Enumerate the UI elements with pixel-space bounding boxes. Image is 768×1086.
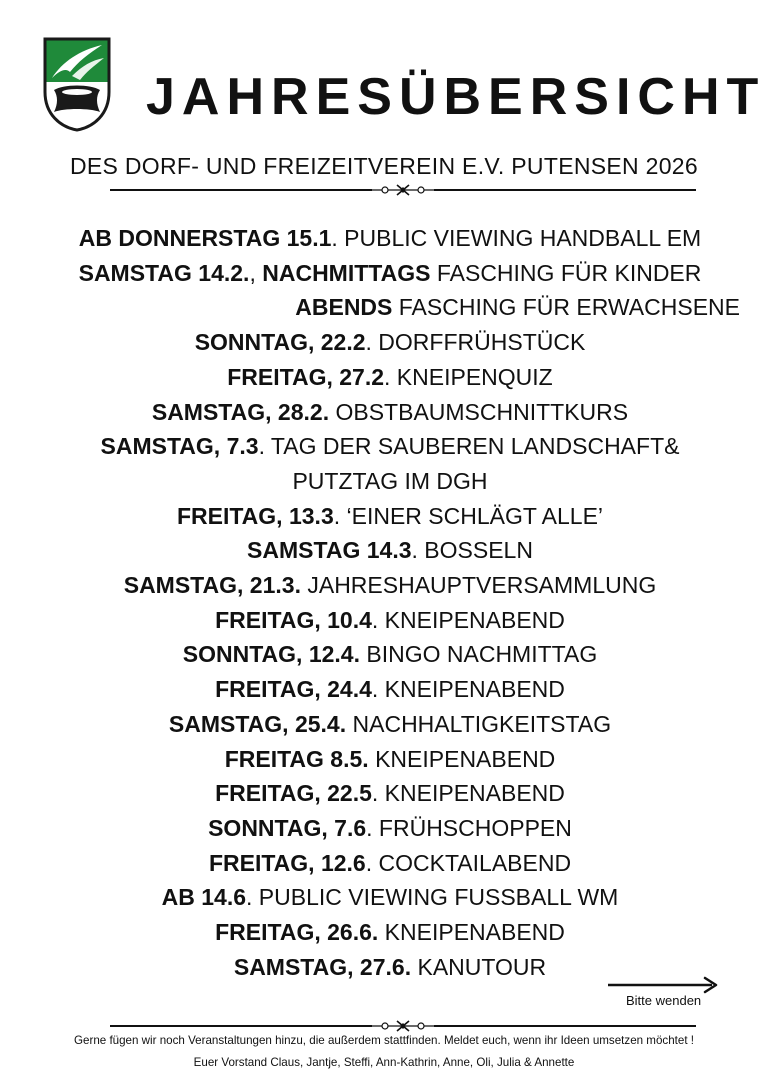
page-subtitle: DES DORF- UND FREIZEITVEREIN E.V. PUTENSEN 2026 <box>70 153 698 179</box>
event-line: FREITAG, 22.5. KNEIPENABEND <box>215 780 565 807</box>
event-line: SAMSTAG, 21.3. JAHRESHAUPTVERSAMMLUNG <box>123 572 657 599</box>
event-line: AB DONNERSTAG 15.1. PUBLIC VIEWING HANDBALL EM <box>78 225 702 251</box>
event-line: FREITAG, 24.4. KNEIPENABEND <box>215 676 565 703</box>
ornamental-divider-top <box>110 184 696 196</box>
event-line: FREITAG, 12.6. COCKTAILABEND <box>208 849 572 876</box>
event-line: SONNTAG, 7.6. FRÜHSCHOPPEN <box>208 814 572 841</box>
event-line: FREITAG, 10.4. KNEIPENABEND <box>215 606 565 633</box>
turn-page-note: Bitte wenden <box>626 993 702 1008</box>
event-line: FREITAG, 13.3. ‘EINER SCHLÄGT ALLE’ <box>176 502 604 529</box>
event-line: PUTZTAG IM DGH <box>292 467 488 494</box>
ornament-icon <box>372 184 434 196</box>
event-line: SAMSTAG, 25.4. NACHHALTIGKEITSTAG <box>168 710 612 737</box>
club-crest-icon <box>42 36 112 132</box>
footer-signature: Euer Vorstand Claus, Jantje, Steffi, Ann-Kathrin, Anne, Oli, Julia & Annette <box>193 1056 575 1069</box>
event-list <box>40 221 740 984</box>
event-line: SAMSTAG, 28.2. OBSTBAUMSCHNITTKURS <box>151 398 629 425</box>
footer-invitation: Gerne fügen wir noch Veranstaltungen hinzu, die außerdem stattfinden. Meldet euch, wenn ihr Ideen umsetzen möchtet ! <box>74 1034 694 1047</box>
event-line: SAMSTAG 14.2., NACHMITTAGS FASCHING FÜR KINDER <box>78 259 702 286</box>
event-line: AB 14.6. PUBLIC VIEWING FUSSBALL WM <box>161 884 619 911</box>
arrow-right-icon <box>608 976 720 994</box>
event-line: FREITAG, 26.6. KNEIPENABEND <box>215 919 565 946</box>
event-line: SAMSTAG, 27.6. KANUTOUR <box>233 953 547 980</box>
event-line: ABENDS FASCHING FÜR ERWACHSENE <box>295 294 740 321</box>
event-line: SONNTAG, 12.4. BINGO NACHMITTAG <box>182 641 598 668</box>
event-line: SONNTAG, 22.2. DORFFRÜHSTÜCK <box>194 329 586 356</box>
ornamental-divider-bottom <box>110 1020 696 1032</box>
event-line: SAMSTAG, 7.3. TAG DER SAUBEREN LANDSCHAFT& <box>100 433 680 460</box>
event-line: FREITAG, 27.2. KNEIPENQUIZ <box>227 363 553 390</box>
event-line: SAMSTAG 14.3. BOSSELN <box>247 537 533 564</box>
page-title: JAHRESÜBERSICHT <box>146 68 766 126</box>
event-line: FREITAG 8.5. KNEIPENABEND <box>224 745 556 772</box>
ornament-icon <box>372 1020 434 1032</box>
